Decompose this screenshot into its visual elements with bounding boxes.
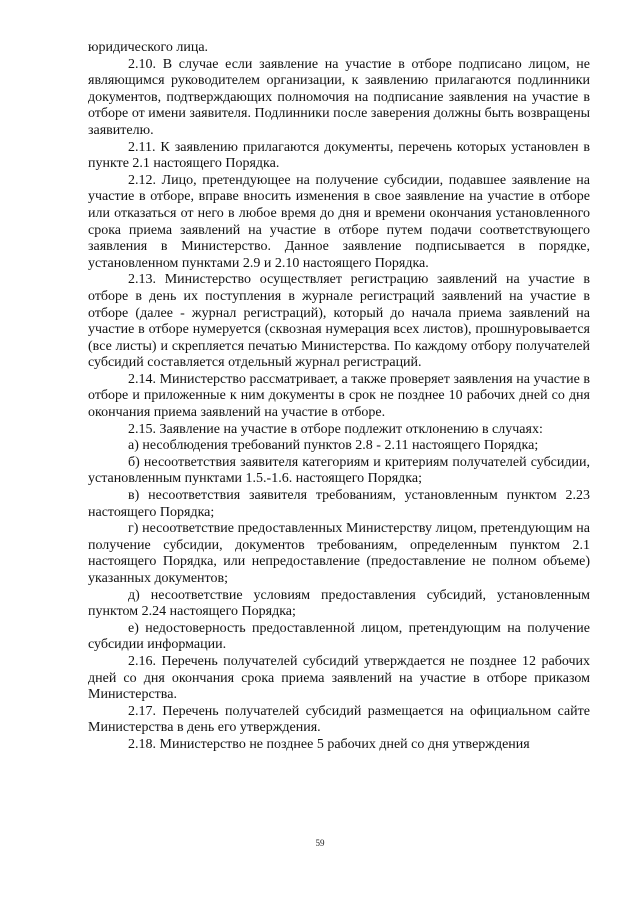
page-number: 59 — [315, 838, 325, 848]
paragraph-2-15: 2.15. Заявление на участие в отборе подлежит отклонению в случаях: — [128, 421, 543, 437]
paragraph-2-14: 2.14. Министерство рассматривает, а также проверяет заявления на участие в отборе и приложенные к ним документы в срок не позднее 10 рабочих дней со дня окончания приема заявлений на участие в отборе. — [88, 371, 590, 421]
paragraph-continuation: юридического лица. — [88, 40, 209, 55]
paragraph-2-17: 2.17. Перечень получателей субсидий размещается на официальном сайте Министерства в день его утверждения. — [88, 703, 590, 736]
paragraph-2-13: 2.13. Министерство осуществляет регистрацию заявлений на участие в отборе в день их поступления в журнале регистраций заявлений на участие в отборе (далее - журнал регистраций), который до начала приема заявлений на участие в отборе нумеруется (сквозная нумерация всех листов), прошнуровывается (все листы) и скрепляется печатью Министерства. По каждому отбору получателей субсидий составляется отдельный журнал регистраций. — [88, 272, 590, 371]
list-item-d: д) несоответствие условиям предоставления субсидий, установленным пунктом 2.24 настоящего Порядка; — [88, 587, 590, 620]
list-item-e: е) недостоверность предоставленной лицом, претендующим на получение субсидии информации. — [88, 620, 590, 653]
paragraph-2-16: 2.16. Перечень получателей субсидий утверждается не позднее 12 рабочих дней со дня окончания срока приема заявлений на участие в отборе приказом Министерства. — [88, 653, 590, 703]
list-item-a: а) несоблюдения требований пунктов 2.8 - 2.11 настоящего Порядка; — [128, 438, 539, 454]
paragraph-2-10: 2.10. В случае если заявление на участие в отборе подписано лицом, не являющимся руководителем организации, к заявлению прилагаются подлинники документов, подтверждающих полномочия на подписание заявления на участие в отборе от имени заявителя. Подлинники после заверения должны быть возвращены заявителю. — [88, 56, 590, 138]
list-item-b: б) несоответствия заявителя категориям и критериям получателей субсидии, установленным пунктами 1.5.-1.6. настоящего Порядка; — [88, 454, 590, 487]
body-text — [88, 40, 590, 754]
list-item-v: в) несоответствия заявителя требованиям, установленным пунктом 2.23 настоящего Порядка; — [88, 488, 590, 520]
list-item-g: г) несоответствие предоставленных Министерству лицом, претендующим на получение субсидии, документов требованиям, определенным пунктом 2.1 настоящего Порядка, или непредоставление (предоставление не полном объеме) указанных документов; — [88, 521, 590, 586]
paragraph-2-11: 2.11. К заявлению прилагаются документы, перечень которых установлен в пункте 2.1 настоящего Порядка. — [88, 139, 590, 172]
paragraph-2-18: 2.18. Министерство не позднее 5 рабочих дней со дня утверждения — [128, 736, 530, 752]
paragraph-2-12: 2.12. Лицо, претендующее на получение субсидии, подавшее заявление на участие в отборе, вправе вносить изменения в свое заявление на участие в отборе или отказаться от него в любое время до дня и времени окончания установленного срока приема заявлений на участие в отборе путем подачи соответствующего заявления в Министерство. Данное заявление подписывается в порядке, установленном пунктами 2.9 и 2.10 настоящего Порядка. — [88, 172, 590, 271]
